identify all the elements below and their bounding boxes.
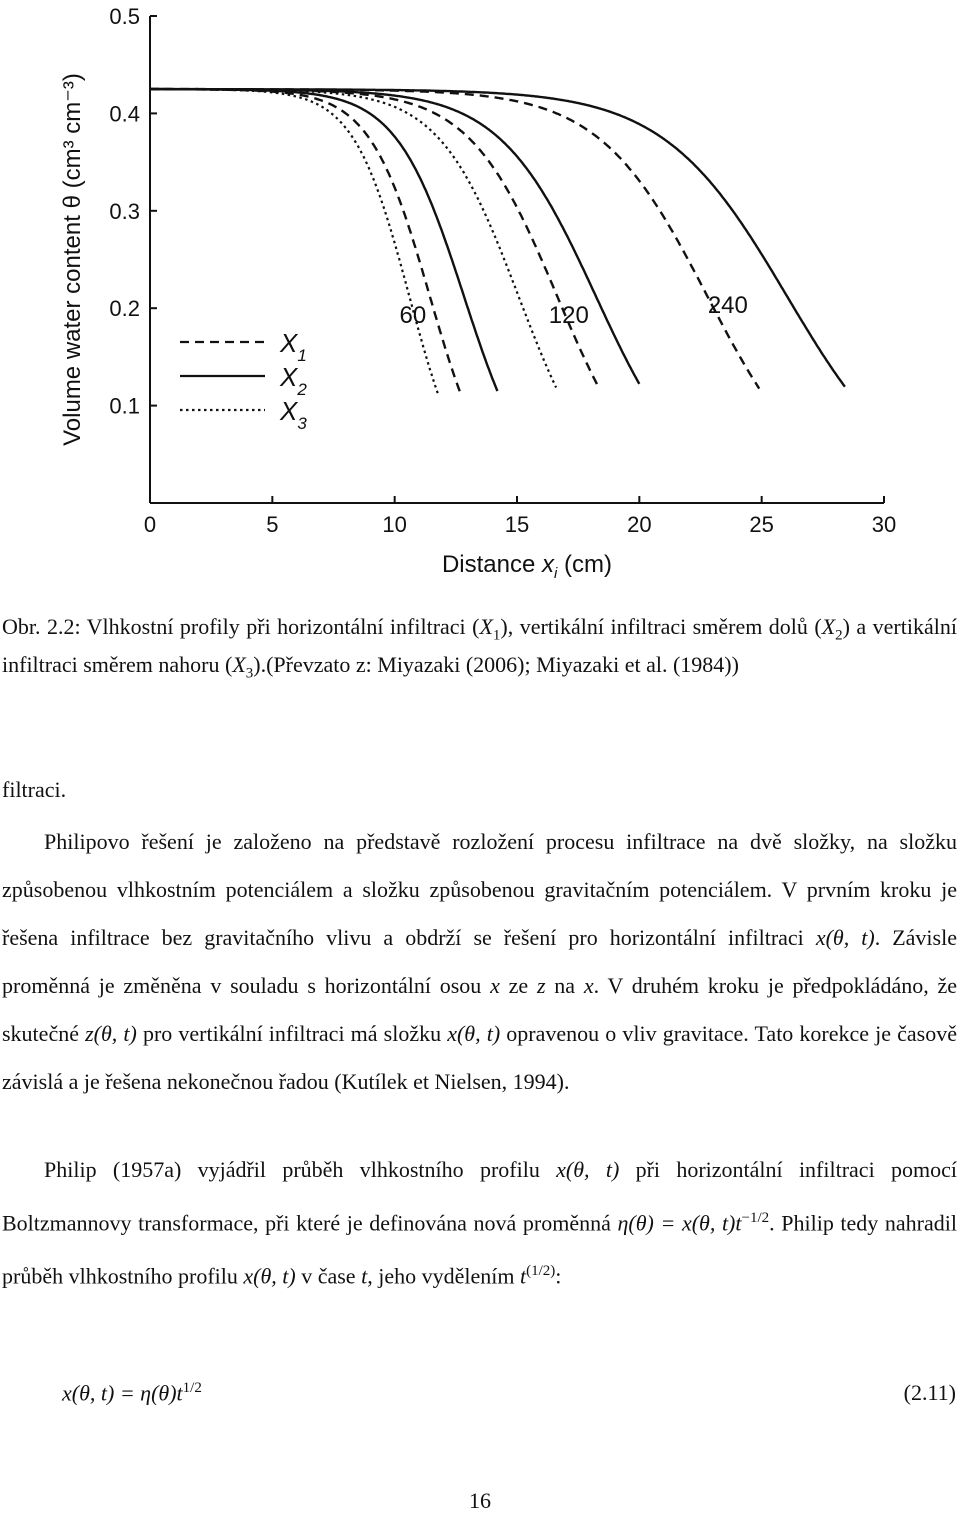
time-label-60: 60 — [399, 301, 427, 329]
y-tick-label: 0.5 — [109, 4, 140, 29]
x-tick-label: 5 — [266, 512, 279, 537]
x-tick-label: 30 — [871, 512, 897, 537]
y-axis-title: Volume water content θ (cm³ cm⁻³) — [59, 73, 86, 446]
series-X2-120 — [150, 89, 639, 384]
x-tick-label: 20 — [627, 512, 652, 537]
x-axis-title: Distance $x_i$ (cm) — [441, 551, 613, 582]
equation-number: (2.11) — [903, 1380, 956, 1405]
time-label-120: 120 — [548, 301, 589, 329]
x-tick-label: 15 — [504, 512, 530, 537]
equation-2-11: x(θ, $t) = \eta(\theta)t^{1/2}$ — [62, 1380, 202, 1406]
water-content-chart — [40, 0, 920, 590]
y-tick-label: 0.2 — [109, 296, 140, 322]
y-tick-label: 0.1 — [109, 393, 140, 419]
legend-label-x3: $X_3$ — [280, 396, 307, 433]
chart-curves — [150, 89, 845, 396]
legend-label-x1: $X_1$ — [280, 328, 307, 365]
paragraph-philipovo: Philipovo řešení je založeno na představě rozložení procesu infiltrace na dvě složky, na složku způsobenou vlhkostním potenciálem a složku způsobenou gravitačním potenciálem. V prvním kroku je řešena infiltrace bez gravitačního vlivu a obdrží se řešení pro horizontální infiltraci x(θ, t). Závisle proměnná je změněna v souladu s horizontální osou x ze z na x. V druhém kroku je předpokládáno, že skutečné z(θ, t) pro vertikální infiltraci má složku x(θ, t) opravenou o vliv gravitace. Tato korekce je časově závislá a je řešena nekonečnou řadou (Kutílek et Nielsen, 1994). — [2, 829, 958, 1094]
text-line-filtraci: filtraci. — [2, 777, 67, 802]
x-tick-label: 25 — [749, 512, 774, 537]
time-label-240: 240 — [707, 292, 748, 320]
figure-caption: Obr. 2.2: Vlhkostní profily při horizontální infiltraci $(X_1)$, vertikální infiltraci směrem dolů $(X_2)$ a vertikální infiltraci směrem nahoru $(X_3).(Převzato$ z: Miyazaki (2006); Miyazaki et al. (1984)) — [2, 614, 957, 682]
x-tick-label: 0 — [143, 512, 157, 537]
page-number: 16 — [469, 1488, 491, 1513]
chart-axes — [109, 4, 896, 537]
legend-label-x2: $X_2$ — [280, 362, 307, 399]
y-tick-label: 0.3 — [109, 198, 140, 224]
series-X1-240 — [150, 89, 759, 389]
x-tick-label: 10 — [382, 512, 407, 537]
series-X2-240 — [150, 89, 845, 387]
y-tick-label: 0.4 — [109, 101, 140, 127]
chart-legend — [180, 328, 307, 433]
paragraph-philip-1957: Philip (1957a) vyjádřil průběh vlhkostního profilu x(θ, t) při horizontální infiltraci pomocí Boltzmannovy transformace, při které je definována nová proměnná η(θ) = x(θ, $t)t^{-1/2}$. Philip tedy nahradil průběh vlhkostního profilu x(θ, t) v čase t, jeho vydělením $t^{(1/2)}$: — [2, 1157, 957, 1289]
